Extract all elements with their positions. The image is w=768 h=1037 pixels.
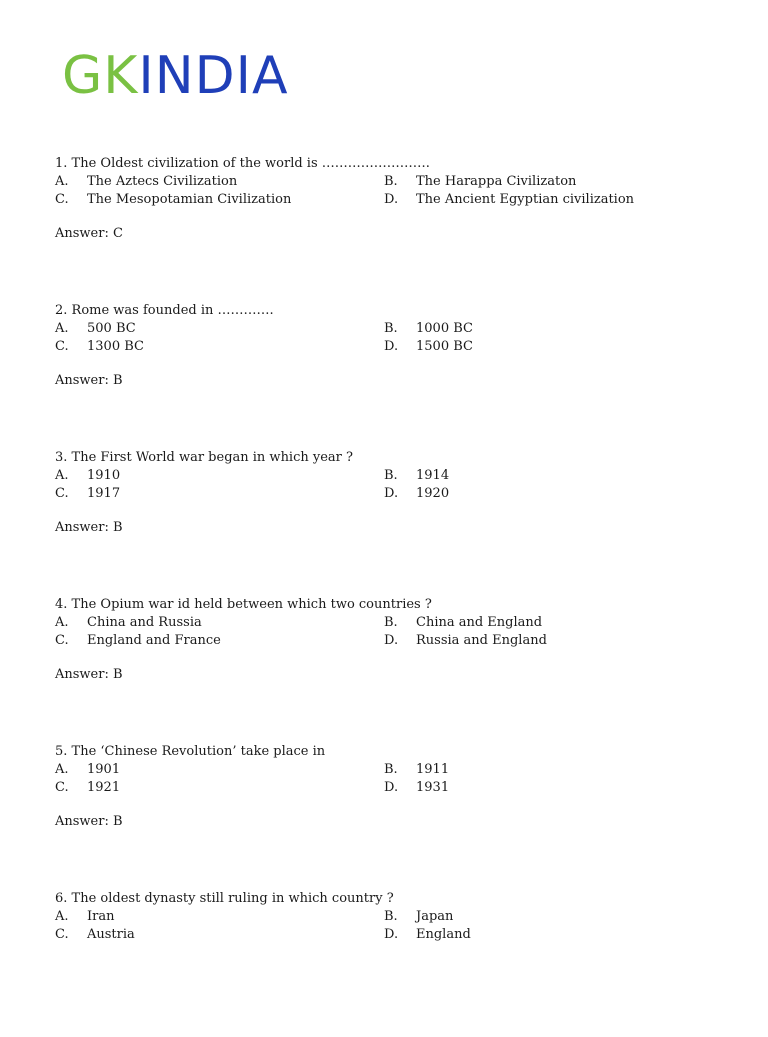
option-letter: A. xyxy=(55,321,69,336)
option-text: 1910 xyxy=(87,468,121,483)
option-letter: D. xyxy=(384,486,399,501)
option-row xyxy=(55,467,715,485)
option-row xyxy=(55,614,715,632)
option-text: 1921 xyxy=(87,780,121,795)
option-a xyxy=(55,614,384,632)
option-letter: C. xyxy=(55,339,69,354)
option-c xyxy=(55,779,384,797)
option-row xyxy=(55,632,715,650)
option-d xyxy=(384,338,713,356)
question-text: 1. The Oldest civilization of the world is ……………………. xyxy=(55,156,430,171)
option-b xyxy=(384,614,713,632)
option-a xyxy=(55,467,384,485)
option-text: Russia and England xyxy=(416,633,547,648)
option-row xyxy=(55,338,715,356)
option-letter: A. xyxy=(55,468,69,483)
option-row xyxy=(55,173,715,191)
question-2 xyxy=(55,302,715,449)
option-letter: D. xyxy=(384,927,399,942)
option-text: Japan xyxy=(416,909,454,924)
option-letter: C. xyxy=(55,927,69,942)
option-b xyxy=(384,467,713,485)
option-c xyxy=(55,485,384,503)
option-row xyxy=(55,926,715,944)
question-1 xyxy=(55,155,715,302)
option-row xyxy=(55,191,715,209)
option-text: 1920 xyxy=(416,486,450,501)
option-row xyxy=(55,485,715,503)
option-letter: A. xyxy=(55,615,69,630)
option-d xyxy=(384,779,713,797)
option-letter: B. xyxy=(384,615,398,630)
option-d xyxy=(384,191,713,209)
option-text: The Harappa Civilizaton xyxy=(416,174,577,189)
option-letter: B. xyxy=(384,909,398,924)
option-text: China and Russia xyxy=(87,615,202,630)
option-text: The Mesopotamian Civilization xyxy=(87,192,292,207)
option-d xyxy=(384,632,713,650)
option-d xyxy=(384,926,713,944)
option-letter: B. xyxy=(384,321,398,336)
option-text: 1914 xyxy=(416,468,450,483)
option-text: The Aztecs Civilization xyxy=(87,174,238,189)
option-letter: A. xyxy=(55,909,69,924)
option-text: 1917 xyxy=(87,486,121,501)
option-row xyxy=(55,779,715,797)
answer-text: Answer: B xyxy=(55,667,123,682)
logo-gk-text: GK xyxy=(62,46,139,106)
option-letter: C. xyxy=(55,633,69,648)
option-text: 1000 BC xyxy=(416,321,473,336)
option-letter: C. xyxy=(55,192,69,207)
option-letter: A. xyxy=(55,174,69,189)
gkindia-logo xyxy=(62,46,289,106)
option-row xyxy=(55,908,715,926)
option-b xyxy=(384,320,713,338)
option-c xyxy=(55,338,384,356)
option-b xyxy=(384,761,713,779)
option-text: 1901 xyxy=(87,762,121,777)
option-text: Austria xyxy=(87,927,135,942)
option-a xyxy=(55,320,384,338)
option-b xyxy=(384,908,713,926)
logo-india-text: INDIA xyxy=(138,46,289,106)
option-letter: C. xyxy=(55,780,69,795)
option-text: 1500 BC xyxy=(416,339,473,354)
option-text: 500 BC xyxy=(87,321,136,336)
question-text: 4. The Opium war id held between which two countries ? xyxy=(55,597,432,612)
option-row xyxy=(55,320,715,338)
question-text: 3. The First World war began in which year ? xyxy=(55,450,353,465)
question-text: 2. Rome was founded in …………. xyxy=(55,303,274,318)
answer-text: Answer: B xyxy=(55,520,123,535)
option-letter: B. xyxy=(384,762,398,777)
option-letter: D. xyxy=(384,192,399,207)
option-text: 1911 xyxy=(416,762,450,777)
question-list xyxy=(55,155,715,1037)
option-text: Iran xyxy=(87,909,115,924)
option-text: England and France xyxy=(87,633,221,648)
option-letter: B. xyxy=(384,174,398,189)
option-text: 1300 BC xyxy=(87,339,144,354)
question-3 xyxy=(55,449,715,596)
option-c xyxy=(55,632,384,650)
option-letter: D. xyxy=(384,780,399,795)
option-a xyxy=(55,908,384,926)
question-4 xyxy=(55,596,715,743)
option-letter: D. xyxy=(384,339,399,354)
answer-text: Answer: B xyxy=(55,814,123,829)
option-text: China and England xyxy=(416,615,543,630)
option-a xyxy=(55,173,384,191)
option-text: England xyxy=(416,927,471,942)
option-a xyxy=(55,761,384,779)
option-letter: A. xyxy=(55,762,69,777)
option-row xyxy=(55,761,715,779)
option-letter: D. xyxy=(384,633,399,648)
question-text: 5. The ‘Chinese Revolution’ take place in xyxy=(55,744,326,759)
option-b xyxy=(384,173,713,191)
question-6 xyxy=(55,890,715,1037)
option-c xyxy=(55,191,384,209)
option-d xyxy=(384,485,713,503)
answer-text: Answer: C xyxy=(55,226,123,241)
question-5 xyxy=(55,743,715,890)
option-c xyxy=(55,926,384,944)
question-text: 6. The oldest dynasty still ruling in which country ? xyxy=(55,891,394,906)
option-letter: C. xyxy=(55,486,69,501)
option-text: 1931 xyxy=(416,780,450,795)
answer-text: Answer: B xyxy=(55,373,123,388)
option-letter: B. xyxy=(384,468,398,483)
option-text: The Ancient Egyptian civilization xyxy=(416,192,635,207)
